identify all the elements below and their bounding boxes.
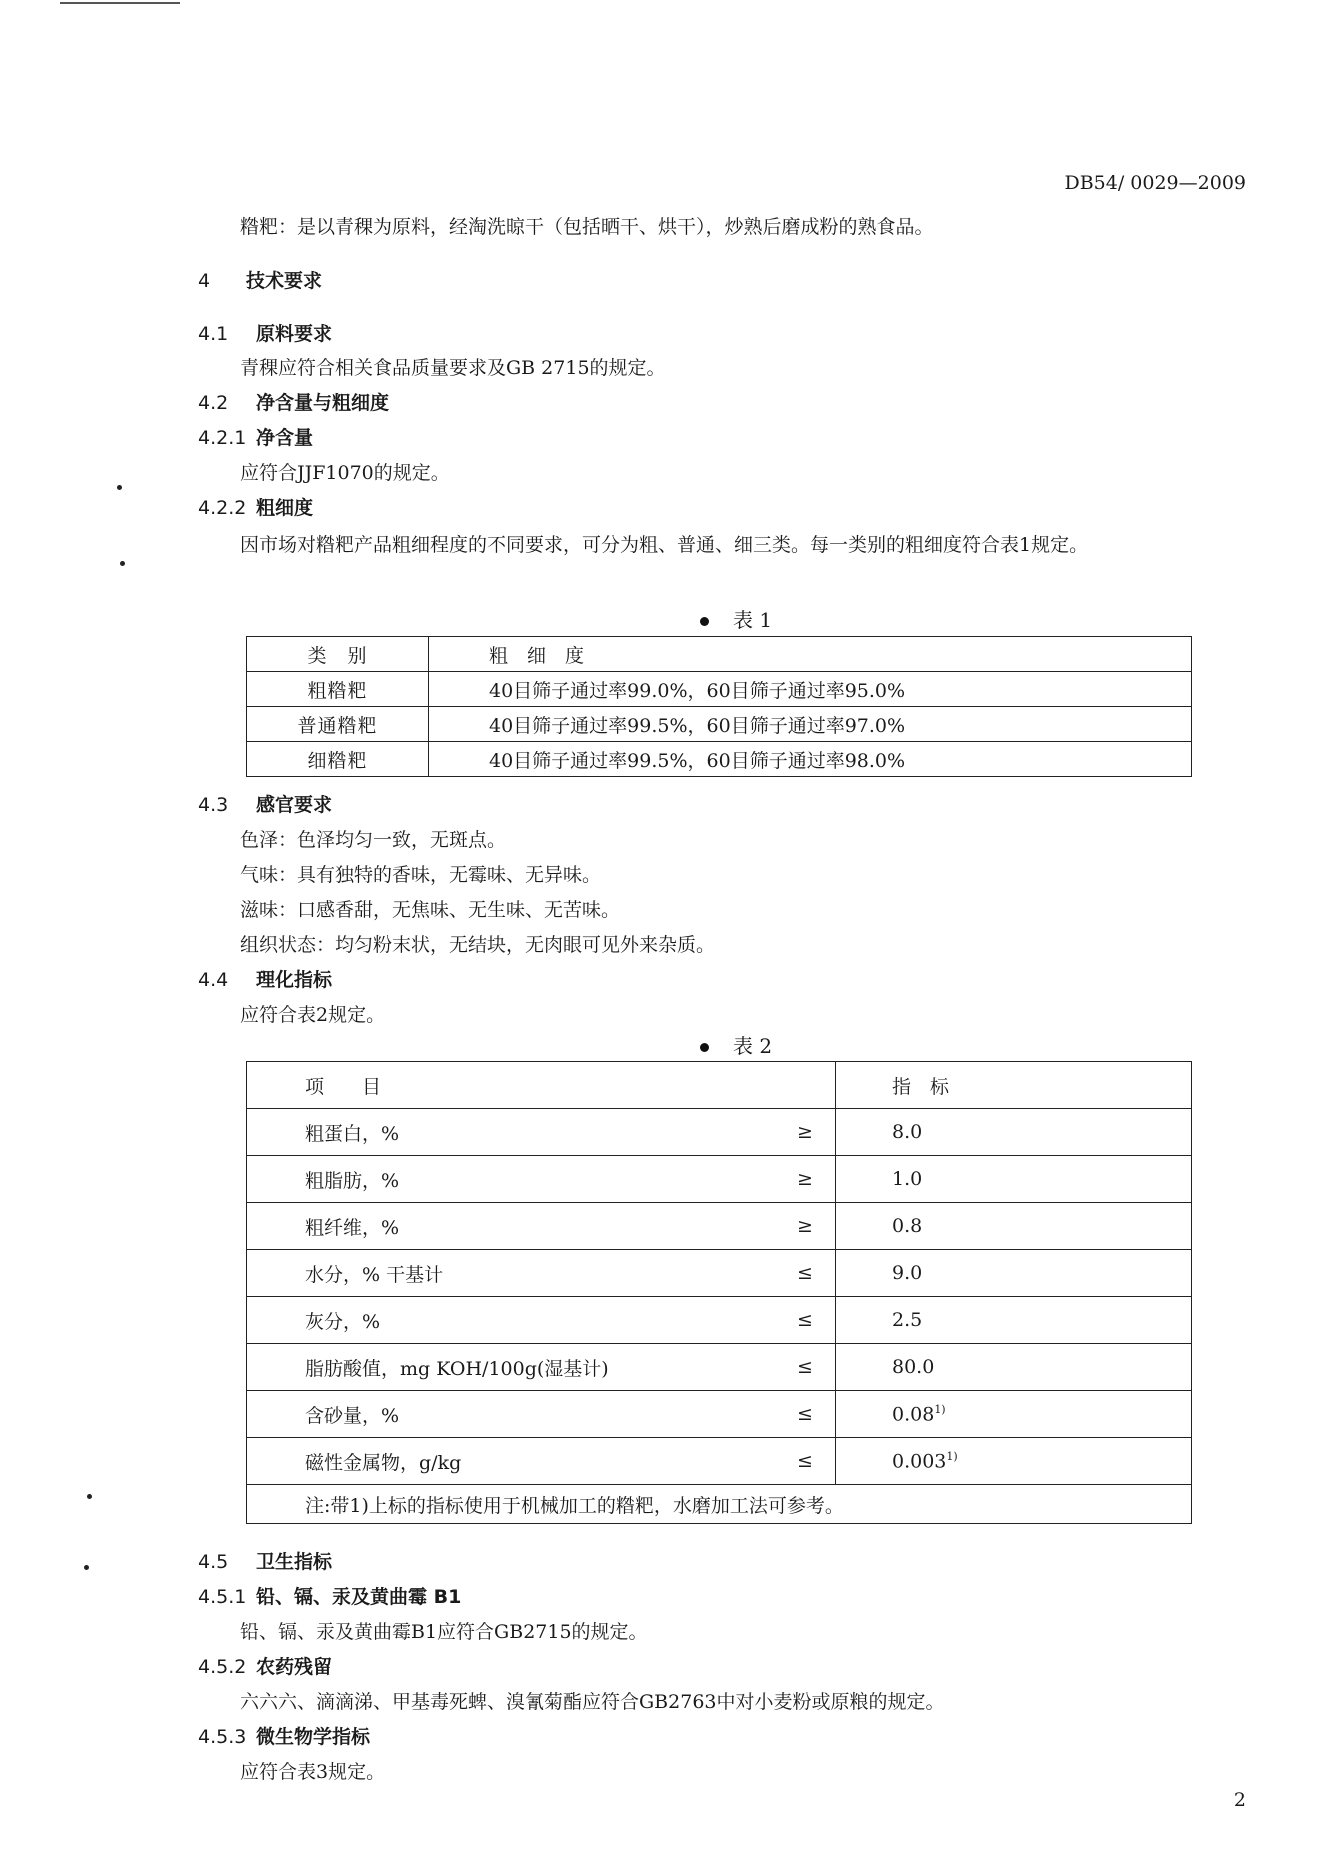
cell-fineness: 40目筛子通过率99.5%，60目筛子通过率98.0% xyxy=(429,742,1192,777)
table-1-caption xyxy=(700,604,772,633)
cell-item: 粗纤维，% xyxy=(247,1203,776,1250)
document-code: DB54/ 0029—2009 xyxy=(1064,172,1246,194)
cell-item: 磁性金属物，g/kg xyxy=(247,1438,776,1485)
footnote-marker: 1) xyxy=(946,1449,958,1463)
section-4-3-heading xyxy=(198,792,332,818)
cell-value: 2.5 xyxy=(836,1297,1192,1344)
sensory-line: 气味：具有独特的香味，无霉味、无异味。 xyxy=(240,864,602,886)
cell-item: 脂肪酸值，mg KOH/100g(湿基计) xyxy=(247,1344,776,1391)
table-2 xyxy=(246,1061,1192,1524)
section-4-4-heading xyxy=(198,967,332,993)
section-number: 4.2.1 xyxy=(198,427,247,449)
bullet-icon xyxy=(700,617,709,626)
table-note-row xyxy=(247,1485,1192,1524)
table-header-row xyxy=(247,1062,1192,1109)
cell-value: 9.0 xyxy=(836,1250,1192,1297)
cell-value: 0.8 xyxy=(836,1203,1192,1250)
bullet-icon xyxy=(700,1043,709,1052)
cell-value: 80.0 xyxy=(836,1344,1192,1391)
section-4-5-3-text: 应符合表3规定。 xyxy=(240,1761,386,1783)
section-title: 原料要求 xyxy=(256,323,333,345)
section-title: 净含量 xyxy=(256,427,314,449)
section-title: 技术要求 xyxy=(246,270,323,292)
section-4-5-2-heading xyxy=(198,1654,332,1680)
header-category: 类 别 xyxy=(247,637,429,672)
table-row xyxy=(247,742,1192,777)
cell-operator: ≤ xyxy=(775,1344,836,1391)
cell-operator: ≥ xyxy=(775,1156,836,1203)
table-row xyxy=(247,1297,1192,1344)
cell-item: 粗脂肪，% xyxy=(247,1156,776,1203)
cell-operator: ≤ xyxy=(775,1297,836,1344)
section-4-5-2-text: 六六六、滴滴涕、甲基毒死蜱、溴氰菊酯应符合GB2763中对小麦粉或原粮的规定。 xyxy=(240,1691,945,1713)
section-4-5-3-heading xyxy=(198,1724,370,1750)
section-number: 4.2 xyxy=(198,392,229,414)
table-row xyxy=(247,707,1192,742)
header-item: 项 目 xyxy=(247,1062,776,1109)
sensory-line: 色泽：色泽均匀一致，无斑点。 xyxy=(240,829,507,851)
section-number: 4.4 xyxy=(198,969,229,991)
cell-fineness: 40目筛子通过率99.5%，60目筛子通过率97.0% xyxy=(429,707,1192,742)
definition-paragraph: 糌粑：是以青稞为原料，经淘洗晾干（包括晒干、烘干），炒熟后磨成粉的熟食品。 xyxy=(240,216,934,238)
page-number: 2 xyxy=(1233,1789,1246,1811)
section-number: 4.3 xyxy=(198,794,229,816)
section-4-2-2-text: 因市场对糌粑产品粗细程度的不同要求，可分为粗、普通、细三类。每一类别的粗细度符合表1规定。 xyxy=(240,534,1089,556)
section-4-5-1-heading xyxy=(198,1584,461,1610)
header-operator xyxy=(775,1062,836,1109)
section-4-1-heading xyxy=(198,321,332,347)
footnote-marker: 1) xyxy=(934,1402,946,1416)
table-row xyxy=(247,672,1192,707)
cell-value xyxy=(836,1438,1192,1485)
table-row xyxy=(247,1250,1192,1297)
cell-item: 粗蛋白，% xyxy=(247,1109,776,1156)
section-4-2-1-text: 应符合JJF1070的规定。 xyxy=(240,462,450,484)
table-row xyxy=(247,1438,1192,1485)
section-4-1-text: 青稞应符合相关食品质量要求及GB 2715的规定。 xyxy=(240,357,666,379)
cell-item: 含砂量，% xyxy=(247,1391,776,1438)
cell-operator: ≥ xyxy=(775,1109,836,1156)
section-4-2-1-heading xyxy=(198,425,313,451)
scan-speck xyxy=(117,485,122,490)
cell-item: 灰分，% xyxy=(247,1297,776,1344)
cell-value: 1.0 xyxy=(836,1156,1192,1203)
section-number: 4.5.2 xyxy=(198,1656,247,1678)
scan-speck xyxy=(87,1494,92,1499)
scan-speck xyxy=(120,561,125,566)
value-text: 0.003 xyxy=(892,1450,947,1473)
section-4-4-text: 应符合表2规定。 xyxy=(240,1004,386,1026)
section-title: 卫生指标 xyxy=(256,1551,333,1573)
sensory-line: 组织状态：均匀粉末状，无结块，无肉眼可见外来杂质。 xyxy=(240,934,716,956)
table-2-caption xyxy=(700,1030,772,1059)
section-title: 理化指标 xyxy=(256,969,333,991)
section-number: 4.5.1 xyxy=(198,1586,247,1608)
section-title: 净含量与粗细度 xyxy=(256,392,390,414)
section-4-5-heading xyxy=(198,1549,332,1575)
section-title: 感官要求 xyxy=(256,794,333,816)
header-index: 指 标 xyxy=(836,1062,1192,1109)
cell-category: 细糌粑 xyxy=(247,742,429,777)
caption-text: 表 2 xyxy=(733,1034,773,1058)
table-row xyxy=(247,1109,1192,1156)
section-number: 4.5 xyxy=(198,1551,229,1573)
section-title: 微生物学指标 xyxy=(256,1726,371,1748)
table-row xyxy=(247,1391,1192,1438)
section-title: 粗细度 xyxy=(256,497,314,519)
table-1 xyxy=(246,636,1192,777)
scan-artifact-line xyxy=(60,2,180,4)
section-title: 铅、镉、汞及黄曲霉 B1 xyxy=(256,1586,462,1608)
table-header-row xyxy=(247,637,1192,672)
section-number: 4.5.3 xyxy=(198,1726,247,1748)
cell-item: 水分，% 干基计 xyxy=(247,1250,776,1297)
cell-operator: ≤ xyxy=(775,1250,836,1297)
section-4-heading xyxy=(198,268,322,294)
cell-operator: ≥ xyxy=(775,1203,836,1250)
scan-speck xyxy=(84,1565,89,1570)
section-4-2-2-heading xyxy=(198,495,313,521)
section-number: 4.2.2 xyxy=(198,497,247,519)
cell-operator: ≤ xyxy=(775,1391,836,1438)
section-number: 4 xyxy=(198,270,211,292)
cell-value: 8.0 xyxy=(836,1109,1192,1156)
table-note: 注:带1)上标的指标使用于机械加工的糌粑，水磨加工法可参考。 xyxy=(247,1485,1192,1524)
cell-category: 普通糌粑 xyxy=(247,707,429,742)
value-text: 0.08 xyxy=(892,1403,935,1426)
table-row xyxy=(247,1156,1192,1203)
header-fineness: 粗 细 度 xyxy=(429,637,1192,672)
section-4-5-1-text: 铅、镉、汞及黄曲霉B1应符合GB2715的规定。 xyxy=(240,1621,648,1643)
table-row xyxy=(247,1203,1192,1250)
sensory-line: 滋味：口感香甜，无焦味、无生味、无苦味。 xyxy=(240,899,621,921)
cell-operator: ≤ xyxy=(775,1438,836,1485)
cell-value xyxy=(836,1391,1192,1438)
cell-fineness: 40目筛子通过率99.0%，60目筛子通过率95.0% xyxy=(429,672,1192,707)
caption-text: 表 1 xyxy=(733,608,773,632)
section-4-2-heading xyxy=(198,390,389,416)
cell-category: 粗糌粑 xyxy=(247,672,429,707)
section-title: 农药残留 xyxy=(256,1656,333,1678)
section-number: 4.1 xyxy=(198,323,229,345)
table-row xyxy=(247,1344,1192,1391)
